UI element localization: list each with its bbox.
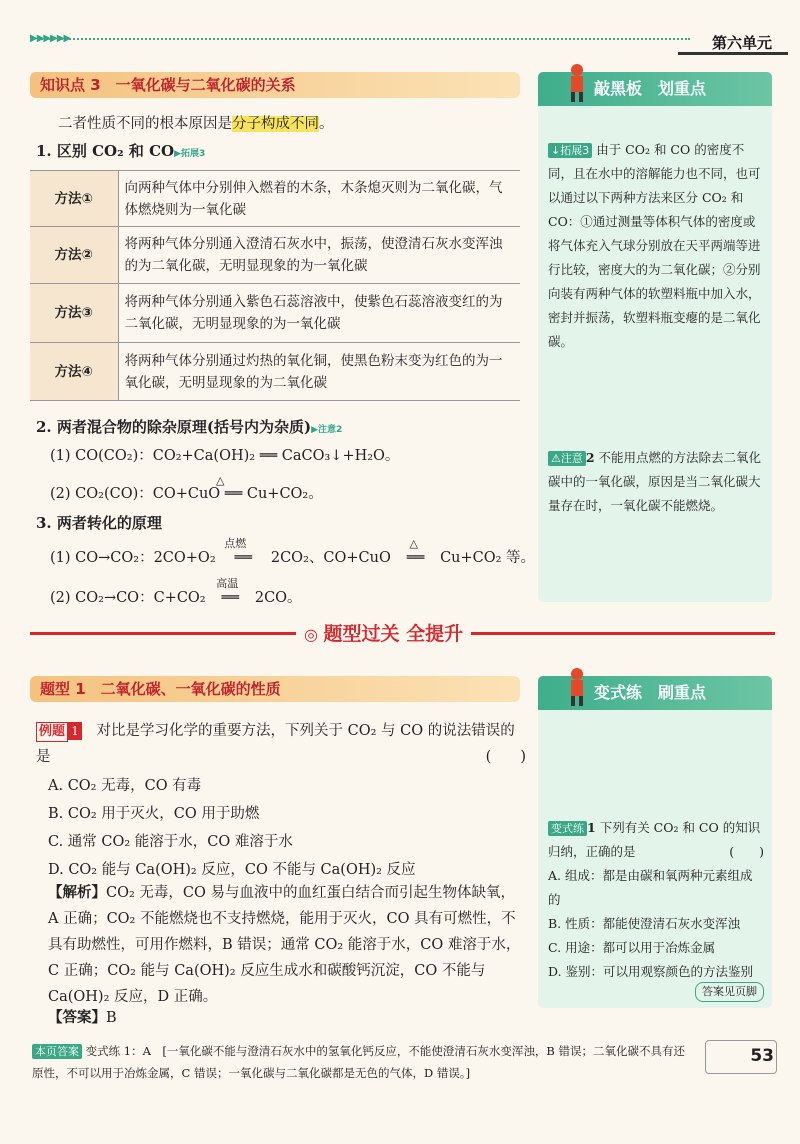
heading-purify: 2. 两者混合物的除杂原理(括号内为杂质)▶注意2 — [36, 418, 343, 436]
student-icon — [566, 666, 588, 706]
header-rule — [30, 38, 690, 40]
teacher-icon — [566, 62, 588, 102]
footer-label: 本页答案 — [32, 1044, 82, 1059]
sidebar-key-points — [538, 72, 772, 602]
extension-chip: ↓拓展3 — [548, 143, 592, 158]
see-footer-badge: 答案见页脚 — [695, 982, 764, 1002]
caution-chip: ⚠注意 — [548, 451, 586, 466]
sidebar-practice — [538, 676, 772, 1008]
band-title: ◎ 题型过关 全提升 — [296, 619, 471, 646]
heading-distinguish: 1. 区别 CO₂ 和 CO▶拓展3 — [36, 142, 206, 160]
practice-options — [548, 864, 764, 984]
option-c: C. 通常 CO₂ 能溶于水，CO 难溶于水 — [48, 834, 293, 850]
unit-underline — [678, 52, 788, 55]
example-options — [48, 772, 416, 884]
practice-question: 变式练 1 下列有关 CO₂ 和 CO 的知识归纳，正确的是 ( ) — [548, 820, 764, 859]
table-row: 方法④ 将两种气体分别通过灼热的氧化铜，使黑色粉末变为红色的为一氧化碳，无明显现象的为二氧化碳 — [30, 343, 520, 401]
practice-option-d: D. 鉴别：可以用观察颜色的方法鉴别 — [548, 964, 754, 979]
table-row: 方法③ 将两种气体分别通入紫色石蕊溶液中，使紫色石蕊溶液变红的为二氧化碳，无明显现象的为一氧化碳 — [30, 284, 520, 343]
page-number: 53 — [750, 1046, 774, 1066]
option-b: B. CO₂ 用于灭火，CO 用于助燃 — [48, 806, 260, 822]
caution-2-note: ⚠注意 2 不能用点燃的方法除去二氧化碳中的一氧化碳，原因是当二氧化碳大量存在时，一氧化碳不能燃烧。 — [548, 450, 762, 513]
option-a: A. CO₂ 无毒，CO 有毒 — [48, 778, 202, 794]
practice-chip: 变式练 — [548, 821, 587, 836]
methods-table — [30, 170, 520, 401]
practice-option-a: A. 组成：都是由碳和氧两种元素组成的 — [548, 868, 753, 907]
section1-title: 知识点 3 一氧化碳与二氧化碳的关系 — [30, 72, 520, 98]
highlight: 分子构成不同 — [232, 116, 319, 132]
equation-1: (1) CO(CO₂)：CO₂+Ca(OH)₂ ══ CaCO₃↓+H₂O。 — [50, 448, 400, 464]
equation-2-condition: △ — [216, 474, 225, 487]
swirl-icon: ◎ — [304, 625, 324, 644]
option-d: D. CO₂ 能与 Ca(OH)₂ 反应，CO 不能与 Ca(OH)₂ 反应 — [48, 862, 416, 878]
section2-title: 题型 1 二氧化碳、一氧化碳的性质 — [30, 676, 520, 702]
unit-title: 第六单元 — [711, 34, 772, 52]
equation-2: (2) CO₂(CO)：CO+CuO ══ Cu+CO₂。 — [50, 486, 323, 502]
equation-3: (1) CO→CO₂：2CO+O₂ 点燃 ══ 2CO₂、CO+CuO △ ══ Cu+CO₂ 等。 — [50, 537, 536, 566]
answer: 【答案】B — [48, 1009, 117, 1026]
table-row: 方法② 将两种气体分别通入澄清石灰水中，振荡，使澄清石灰水变浑浊的为二氧化碳，无明显现象的为一氧化碳 — [30, 227, 520, 284]
example-label: 例题 — [36, 722, 68, 742]
analysis: 【解析】CO₂ 无毒，CO 易与血液中的血红蛋白结合而引起生物体缺氧，A 正确；CO₂ 不能燃烧也不支持燃烧，能用于灭火，CO 具有可燃性，不具有助燃性，可用作燃料，B 错误；通常 CO₂ 能溶于水，CO 难溶于水，C 正确；CO₂ 能与 Ca(OH)₂ 反应生成水和碳酸钙沉淀，CO 不能与 Ca(OH)₂ 反应，D 正确。 — [48, 884, 521, 1005]
equation-4: (2) CO₂→CO：C+CO₂ 高温 ══ 2CO。 — [50, 577, 302, 606]
practice-option-b: B. 性质：都能使澄清石灰水变浑浊 — [548, 916, 741, 931]
sidebar2-title: 变式练 刷重点 — [538, 676, 772, 710]
footer-answers: 本页答案 变式练 1：A [一氧化碳不能与澄清石灰水中的氢氧化钙反应，不能使澄清石灰水变浑浊，B 错误；二氧化碳不具有还原性，不可以用于冶炼金属，C 错误；一氧化碳与二氧化碳都是无色的气体，D 错误。] — [32, 1044, 686, 1080]
practice-option-c: C. 用途：都可以用于冶炼金属 — [548, 940, 716, 955]
sidebar-title: 敲黑板 划重点 — [538, 72, 772, 106]
section1-intro: 二者性质不同的根本原因是分子构成不同。 — [58, 116, 334, 132]
heading-convert: 3. 两者转化的原理 — [36, 514, 162, 532]
extension-3-note: ↓拓展3 由于 CO₂ 和 CO 的密度不同，且在水中的溶解能力也不同，也可以通过以下两种方法来区分 CO₂ 和 CO：①通过测量等体积气体的密度或将气体充入气球分别放在天平两端等进行比较，密度大的为二氧化碳；②分别向装有两种气体的软塑料瓶中加入水，密封并振荡，软塑料瓶变瘪的是二氧化碳。 — [548, 142, 761, 349]
example-question: 例题 1 对比是学习化学的重要方法，下列关于 CO₂ 与 CO 的说法错误的是 ( ) — [36, 723, 526, 765]
table-row: 方法① 向两种气体中分别伸入燃着的木条，木条熄灭则为二氧化碳，气体燃烧则为一氧化碳 — [30, 171, 520, 227]
header-chevrons: ▶▶▶▶▶▶ — [30, 33, 71, 44]
